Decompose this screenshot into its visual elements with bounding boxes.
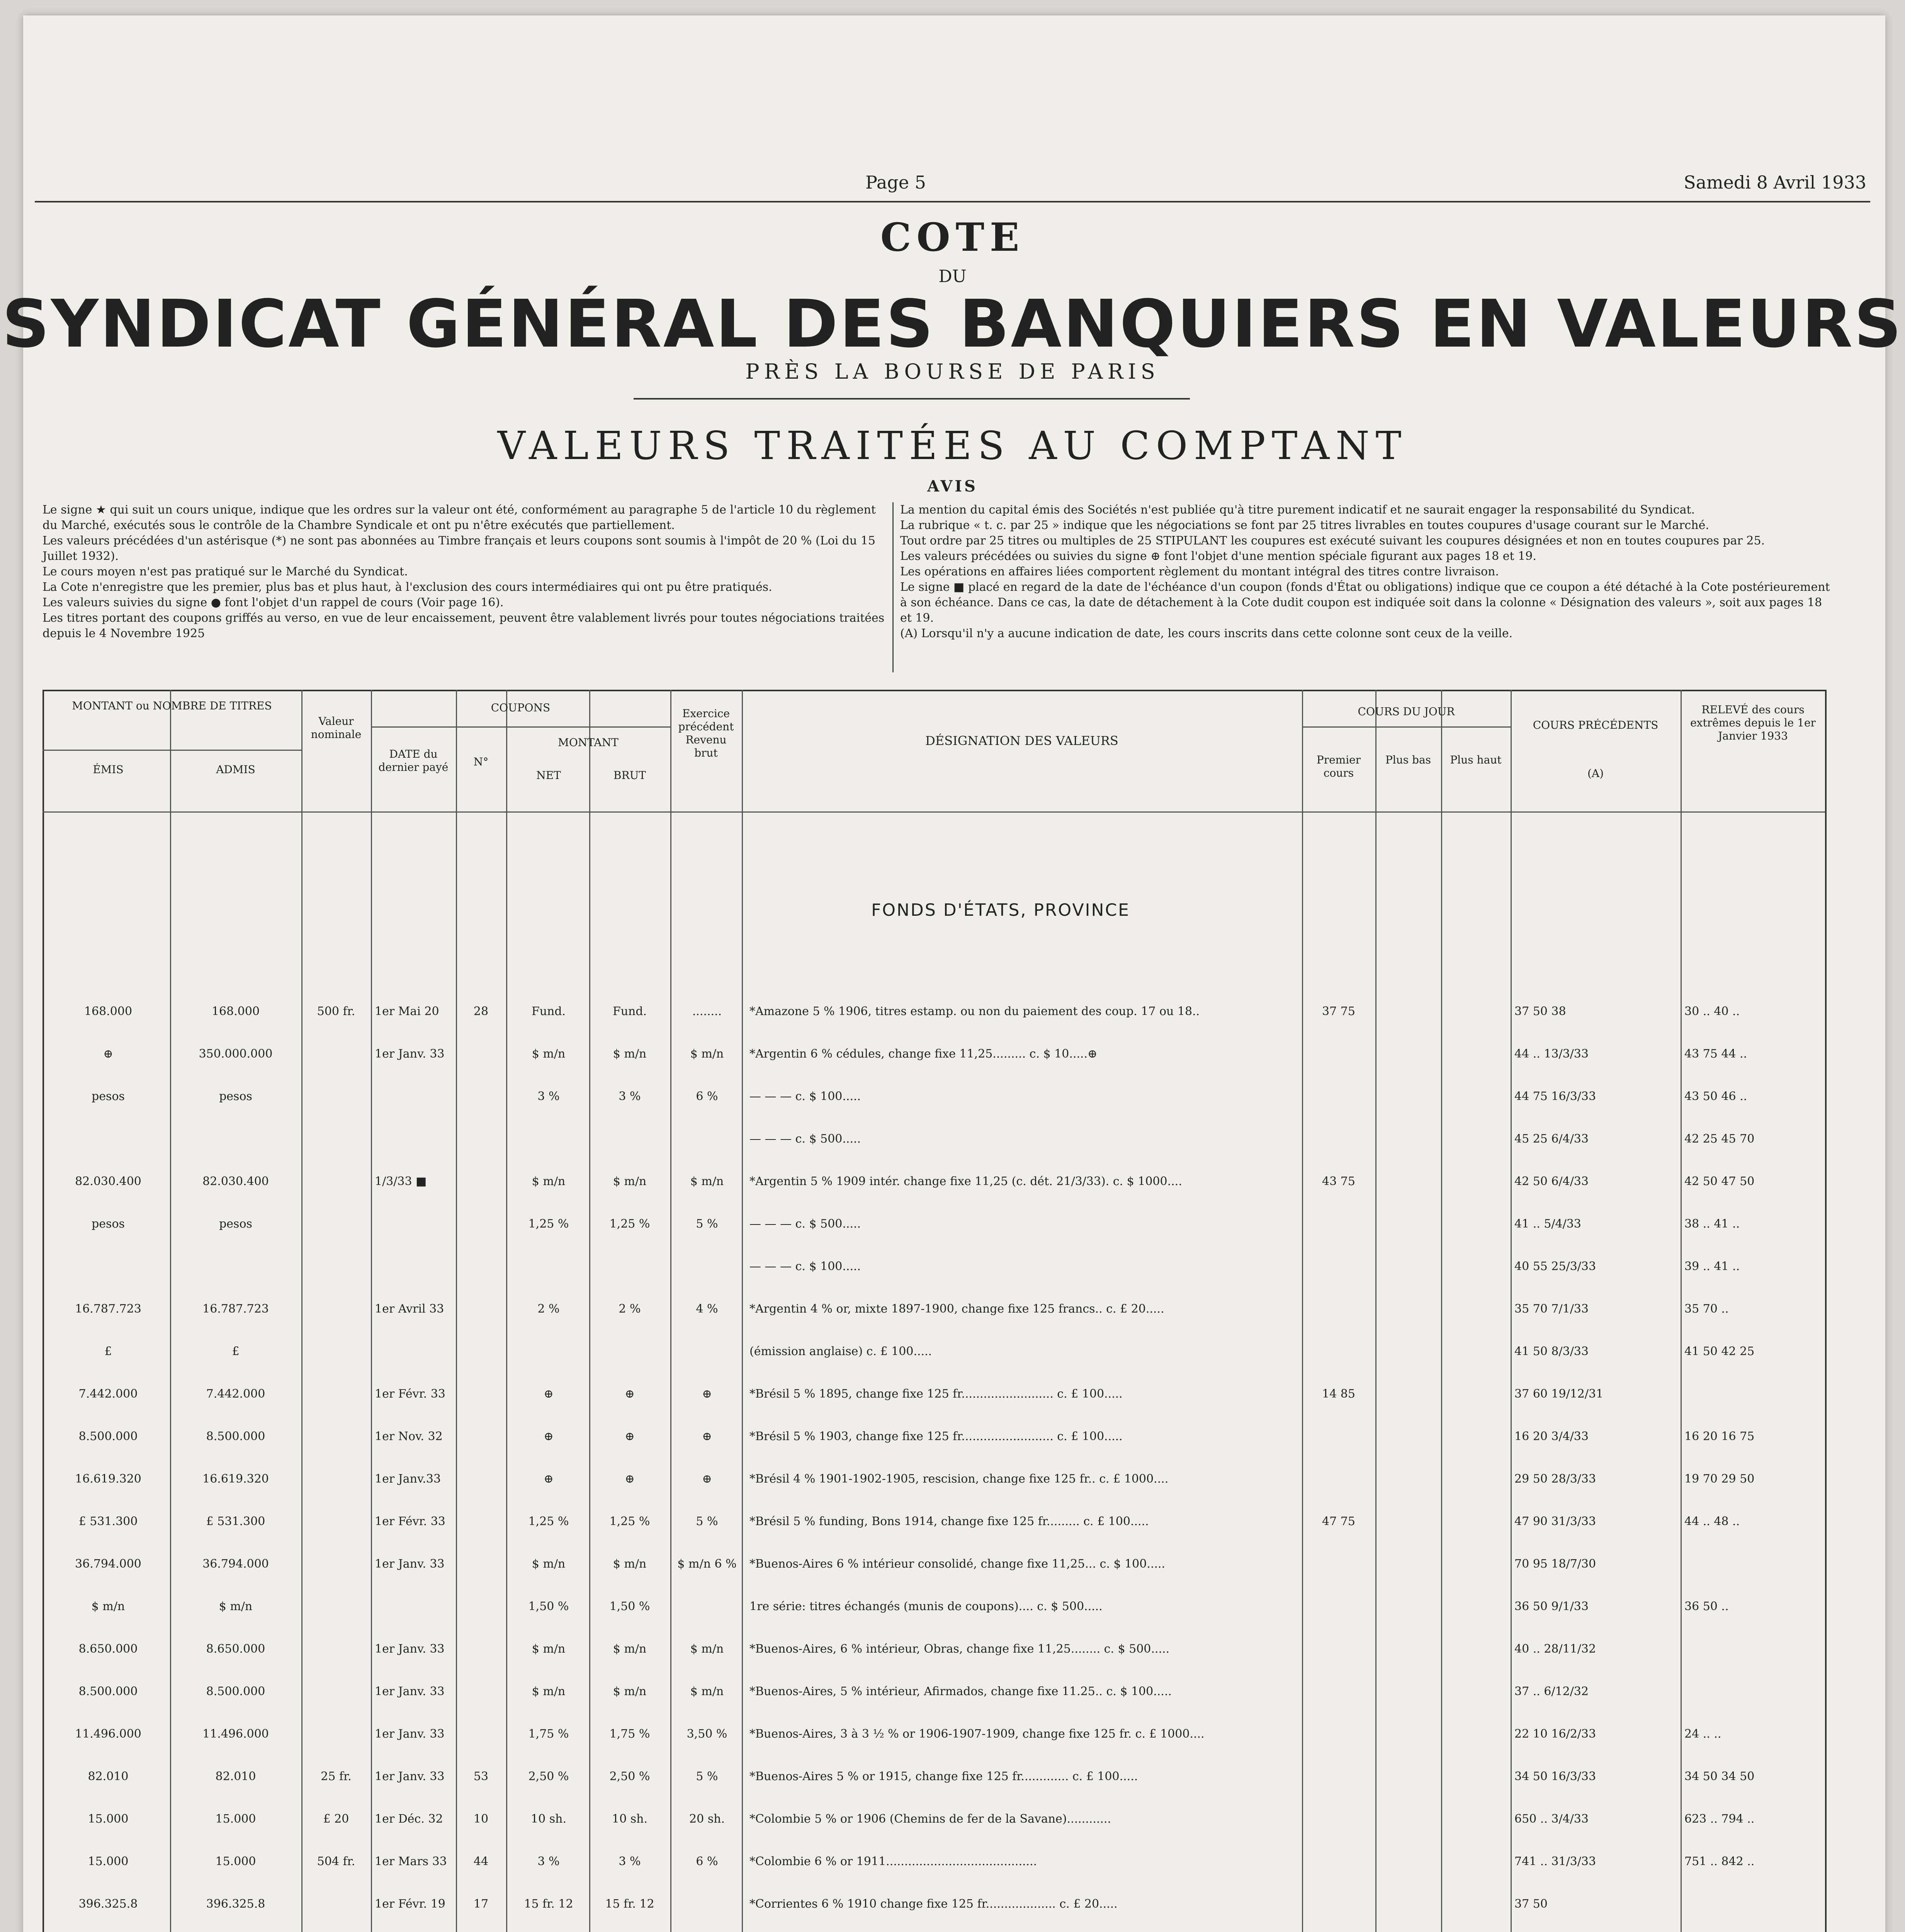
cell-prec: 40 .. 28/11/32 bbox=[1514, 1642, 1596, 1656]
cell-rel: 751 .. 842 .. bbox=[1684, 1855, 1755, 1868]
cell-emis: £ bbox=[104, 1345, 112, 1358]
cell-des: *Buenos-Aires 5 % or 1915, change fixe 125 fr............. c. £ 100..... bbox=[749, 1770, 1138, 1783]
cell-rev: 5 % bbox=[696, 1770, 718, 1783]
cell-brut: $ m/n bbox=[613, 1557, 647, 1571]
cell-net: 1,50 % bbox=[528, 1600, 569, 1613]
cell-brut: Fund. bbox=[612, 1005, 647, 1018]
cell-emis: pesos bbox=[92, 1217, 125, 1231]
cell-admis: 16.619.320 bbox=[202, 1472, 269, 1486]
cell-admis: 15.000 bbox=[215, 1812, 256, 1826]
cell-admis: £ 531.300 bbox=[206, 1515, 265, 1528]
cell-brut: ⊕ bbox=[625, 1472, 635, 1486]
cell-rel: 34 50 34 50 bbox=[1684, 1770, 1755, 1783]
cell-prec: 37 .. 6/12/32 bbox=[1514, 1685, 1589, 1698]
cell-admis: 168.000 bbox=[211, 1005, 260, 1018]
cell-brut: ⊕ bbox=[625, 1387, 635, 1401]
cell-date: 1er Févr. 33 bbox=[375, 1515, 445, 1528]
cell-nom: 500 fr. bbox=[317, 1005, 355, 1018]
cell-des: *Colombie 6 % or 1911......................................... bbox=[749, 1855, 1037, 1868]
table-row bbox=[42, 1260, 1823, 1274]
issue-date: Samedi 8 Avril 1933 bbox=[1684, 172, 1866, 193]
section-heading: VALEURS TRAITÉES AU COMPTANT bbox=[497, 423, 1408, 468]
cell-prem: 14 85 bbox=[1322, 1387, 1355, 1401]
table-row bbox=[42, 1430, 1823, 1444]
cell-brut: 10 sh. bbox=[612, 1812, 647, 1826]
cell-des: — — — c. $ 100..... bbox=[749, 1090, 861, 1103]
th-net: NET bbox=[536, 769, 561, 782]
cell-rev: 6 % bbox=[696, 1855, 718, 1868]
table-row bbox=[42, 1727, 1823, 1741]
th-coupons: COUPONS bbox=[491, 701, 551, 714]
cell-rev: $ m/n bbox=[690, 1685, 724, 1698]
header-bottom-rule bbox=[42, 811, 1825, 813]
cell-emis: 8.500.000 bbox=[78, 1685, 138, 1698]
cell-net: 1,25 % bbox=[528, 1217, 569, 1231]
cell-emis: ⊕ bbox=[103, 1047, 113, 1061]
cell-prec: 37 50 bbox=[1514, 1897, 1548, 1911]
cell-brut: 1,25 % bbox=[609, 1515, 650, 1528]
cell-emis: 15.000 bbox=[88, 1855, 129, 1868]
cell-brut: 3 % bbox=[619, 1855, 641, 1868]
cell-nom: £ 20 bbox=[323, 1812, 349, 1826]
cell-net: $ m/n bbox=[532, 1175, 566, 1188]
cell-admis: $ m/n bbox=[219, 1600, 253, 1613]
cell-net: $ m/n bbox=[532, 1685, 566, 1698]
cell-rev: 20 sh. bbox=[689, 1812, 725, 1826]
note: La mention du capital émis des Sociétés n'est publiée qu'à titre purement indicatif et ne saurait engager la responsabilité du Syndicat. bbox=[900, 503, 1695, 517]
cell-net: ⊕ bbox=[544, 1472, 554, 1486]
cell-admis: £ bbox=[232, 1345, 240, 1358]
th-emis: ÉMIS bbox=[93, 763, 124, 776]
notes-divider bbox=[892, 502, 894, 672]
cell-rel: 16 20 16 75 bbox=[1684, 1430, 1755, 1443]
cell-rel: 43 75 44 .. bbox=[1684, 1047, 1747, 1061]
cell-date: 1er Avril 33 bbox=[375, 1302, 444, 1316]
note: La Cote n'enregistre que les premier, plus bas et plus haut, à l'exclusion des cours intermédiaires qui ont pu être pratiqués. bbox=[42, 580, 772, 594]
cell-admis: pesos bbox=[219, 1090, 252, 1103]
cell-rev: $ m/n 6 % bbox=[677, 1557, 737, 1571]
cell-rel: 24 .. .. bbox=[1684, 1727, 1721, 1741]
cell-emis: 8.650.000 bbox=[78, 1642, 138, 1656]
cell-des: *Brésil 5 % 1903, change fixe 125 fr......................... c. £ 100..... bbox=[749, 1430, 1123, 1443]
cell-date: 1er Mars 33 bbox=[375, 1855, 447, 1868]
table-row bbox=[42, 1557, 1823, 1571]
cell-date: 1er Janv. 33 bbox=[375, 1727, 445, 1741]
cell-prem: 43 75 bbox=[1322, 1175, 1355, 1188]
cell-date: 1er Janv. 33 bbox=[375, 1557, 445, 1571]
table-row bbox=[42, 1217, 1823, 1231]
cell-des: — — — c. $ 500..... bbox=[749, 1132, 861, 1146]
th-montant: MONTANT ou NOMBRE DE TITRES bbox=[72, 699, 272, 712]
notes-right bbox=[900, 502, 1835, 641]
table-row bbox=[42, 1855, 1823, 1869]
cell-prec: 650 .. 3/4/33 bbox=[1514, 1812, 1589, 1826]
main-title: SYNDICAT GÉNÉRAL DES BANQUIERS EN VALEURS bbox=[2, 286, 1903, 362]
cell-prec: 16 20 3/4/33 bbox=[1514, 1430, 1589, 1443]
cell-date: 1er Févr. 33 bbox=[375, 1387, 445, 1401]
cell-net: 10 sh. bbox=[531, 1812, 566, 1826]
title-rule bbox=[634, 398, 1190, 400]
cell-des: *Brésil 4 % 1901-1902-1905, rescision, change fixe 125 fr.. c. £ 1000.... bbox=[749, 1472, 1169, 1486]
cell-admis: 82.010 bbox=[215, 1770, 256, 1783]
note: Le signe ■ placé en regard de la date de l'échéance d'un coupon (fonds d'État ou obligations) indique que ce coupon a été détaché à la Cote postérieurement à son échéance. Dans ce cas, la date de détachement à la Cote dudit coupon est indiquée soit dans la colonne « Désignation des valeurs », soit aux pages 18 et 19. bbox=[900, 580, 1830, 625]
table-row bbox=[42, 1302, 1823, 1316]
cell-rel: 30 .. 40 .. bbox=[1684, 1005, 1740, 1018]
cell-num: 53 bbox=[473, 1770, 489, 1783]
th-montant-coupon: MONTANT bbox=[558, 736, 619, 749]
cell-des: *Colombie 5 % or 1906 (Chemins de fer de la Savane)............ bbox=[749, 1812, 1111, 1826]
note: Les valeurs précédées d'un astérisque (*) ne sont pas abonnées au Timbre français et leurs coupons sont soumis à l'impôt de 20 % (Loi du 15 Juillet 1932). bbox=[42, 534, 876, 563]
cell-num: 17 bbox=[473, 1897, 489, 1911]
cell-net: 15 fr. 12 bbox=[524, 1897, 573, 1911]
cell-date: 1er Févr. 19 bbox=[375, 1897, 445, 1911]
cell-admis: 16.787.723 bbox=[202, 1302, 269, 1316]
cell-date: 1er Nov. 32 bbox=[375, 1430, 443, 1443]
cell-rel: 38 .. 41 .. bbox=[1684, 1217, 1740, 1231]
cell-prec: 741 .. 31/3/33 bbox=[1514, 1855, 1596, 1868]
cell-emis: 82.010 bbox=[88, 1770, 129, 1783]
cell-prec: 35 70 7/1/33 bbox=[1514, 1302, 1589, 1316]
note: (A) Lorsqu'il n'y a aucune indication de date, les cours inscrits dans cette colonne sont ceux de la veille. bbox=[900, 627, 1513, 640]
cell-prec: 37 50 38 bbox=[1514, 1005, 1566, 1018]
cell-brut: $ m/n bbox=[613, 1642, 647, 1656]
cell-admis: 396.325.8 bbox=[206, 1897, 265, 1911]
cell-rel: 623 .. 794 .. bbox=[1684, 1812, 1755, 1826]
th-cours-du-jour: COURS DU JOUR bbox=[1358, 705, 1455, 718]
cell-net: 1,25 % bbox=[528, 1515, 569, 1528]
cell-rev: 4 % bbox=[696, 1302, 718, 1316]
th-releve: RELEVÉ des cours extrêmes depuis le 1er Janvier 1933 bbox=[1690, 703, 1816, 742]
cell-net: ⊕ bbox=[544, 1430, 554, 1443]
cell-date: 1/3/33 ■ bbox=[375, 1175, 427, 1188]
cell-prec: 22 10 16/2/33 bbox=[1514, 1727, 1596, 1741]
cell-prec: 47 90 31/3/33 bbox=[1514, 1515, 1596, 1528]
cell-des: *Buenos-Aires 6 % intérieur consolidé, change fixe 11,25... c. $ 100..... bbox=[749, 1557, 1165, 1571]
cell-rel: 42 50 47 50 bbox=[1684, 1175, 1755, 1188]
cell-admis: 7.442.000 bbox=[206, 1387, 265, 1401]
cell-rel: 44 .. 48 .. bbox=[1684, 1515, 1740, 1528]
th-premier: Premier cours bbox=[1316, 753, 1361, 779]
cell-admis: 350.000.000 bbox=[199, 1047, 273, 1061]
cell-brut: 2 % bbox=[619, 1302, 641, 1316]
cell-emis: 168.000 bbox=[84, 1005, 133, 1018]
cell-des: *Brésil 5 % 1895, change fixe 125 fr......................... c. £ 100..... bbox=[749, 1387, 1123, 1401]
cell-emis: 8.500.000 bbox=[78, 1430, 138, 1443]
cell-prec: 70 95 18/7/30 bbox=[1514, 1557, 1596, 1571]
cell-rev: $ m/n bbox=[690, 1175, 724, 1188]
cell-rev: ........ bbox=[692, 1005, 722, 1018]
cell-rev: ⊕ bbox=[702, 1430, 712, 1443]
note: Le cours moyen n'est pas pratiqué sur le Marché du Syndicat. bbox=[42, 565, 408, 578]
header-rule-inner bbox=[1302, 726, 1511, 728]
cell-rel: 39 .. 41 .. bbox=[1684, 1260, 1740, 1273]
cell-date: 1er Déc. 32 bbox=[375, 1812, 443, 1826]
cell-des: *Brésil 5 % funding, Bons 1914, change fixe 125 fr......... c. £ 100..... bbox=[749, 1515, 1149, 1528]
cell-rev: 3,50 % bbox=[687, 1727, 727, 1741]
cell-net: $ m/n bbox=[532, 1047, 566, 1061]
cell-nom: 504 fr. bbox=[317, 1855, 355, 1868]
cell-date: 1er Janv. 33 bbox=[375, 1047, 445, 1061]
cell-des: — — — c. $ 500..... bbox=[749, 1217, 861, 1231]
cell-rel: 41 50 42 25 bbox=[1684, 1345, 1755, 1358]
cell-emis: 16.787.723 bbox=[75, 1302, 141, 1316]
cell-date: 1er Janv. 33 bbox=[375, 1642, 445, 1656]
th-plus-haut: Plus haut bbox=[1450, 753, 1502, 766]
cell-des: *Argentin 4 % or, mixte 1897-1900, change fixe 125 francs.. c. £ 20..... bbox=[749, 1302, 1164, 1316]
cell-rel: 35 70 .. bbox=[1684, 1302, 1729, 1316]
cell-net: 3 % bbox=[537, 1855, 560, 1868]
cell-brut: 3 % bbox=[619, 1090, 641, 1103]
cell-prec: 36 50 9/1/33 bbox=[1514, 1600, 1589, 1613]
cell-net: Fund. bbox=[531, 1005, 566, 1018]
table-row bbox=[42, 1515, 1823, 1529]
cell-des: *Argentin 5 % 1909 intér. change fixe 11,25 (c. dét. 21/3/33). c. $ 1000.... bbox=[749, 1175, 1182, 1188]
cell-des: *Buenos-Aires, 5 % intérieur, Afirmados, change fixe 11.25.. c. $ 100..... bbox=[749, 1685, 1172, 1698]
cell-nom: 25 fr. bbox=[321, 1770, 352, 1783]
cell-prec: 44 .. 13/3/33 bbox=[1514, 1047, 1589, 1061]
cell-date: 1er Janv.33 bbox=[375, 1472, 441, 1486]
cell-prec: 44 75 16/3/33 bbox=[1514, 1090, 1596, 1103]
cell-emis: 7.442.000 bbox=[78, 1387, 138, 1401]
note: Les opérations en affaires liées comportent règlement du montant intégral des titres contre livraison. bbox=[900, 565, 1499, 578]
cell-emis: £ 531.300 bbox=[78, 1515, 138, 1528]
cell-emis: pesos bbox=[92, 1090, 125, 1103]
note: Les valeurs précédées ou suivies du signe ⊕ font l'objet d'une mention spéciale figurant aux pages 18 et 19. bbox=[900, 549, 1536, 563]
cell-prec: 29 50 28/3/33 bbox=[1514, 1472, 1596, 1486]
cell-admis: 8.500.000 bbox=[206, 1430, 265, 1443]
th-valeur-nominale: Valeur nominale bbox=[311, 715, 362, 741]
table-row bbox=[42, 1812, 1823, 1826]
cell-date: 1er Janv. 33 bbox=[375, 1685, 445, 1698]
note: Les valeurs suivies du signe ● font l'objet d'un rappel de cours (Voir page 16). bbox=[42, 596, 504, 609]
page-number: Page 5 bbox=[865, 172, 926, 193]
cell-prem: 37 75 bbox=[1322, 1005, 1355, 1018]
cell-des: — — — c. $ 100..... bbox=[749, 1260, 861, 1273]
cell-brut: 1,25 % bbox=[609, 1217, 650, 1231]
cell-emis: 36.794.000 bbox=[75, 1557, 141, 1571]
cell-prec: 42 50 6/4/33 bbox=[1514, 1175, 1589, 1188]
cell-admis: 8.650.000 bbox=[206, 1642, 265, 1656]
cell-net: 3 % bbox=[537, 1090, 560, 1103]
th-exercice: Exercice précédent Revenu brut bbox=[678, 707, 734, 759]
note: Les titres portant des coupons griffés au verso, en vue de leur encaissement, peuvent être valablement livrés pour toutes négociations traitées depuis le 4 Novembre 1925 bbox=[42, 611, 885, 640]
cell-date: 1er Mai 20 bbox=[375, 1005, 439, 1018]
cell-net: $ m/n bbox=[532, 1642, 566, 1656]
table-row bbox=[42, 1472, 1823, 1486]
table-row bbox=[42, 1685, 1823, 1699]
th-numero: N° bbox=[473, 755, 489, 768]
cell-admis: 15.000 bbox=[215, 1855, 256, 1868]
table-row bbox=[42, 1600, 1823, 1614]
notes-left bbox=[42, 502, 889, 641]
cell-emis: 16.619.320 bbox=[75, 1472, 141, 1486]
cote-heading: COTE bbox=[880, 214, 1025, 260]
cell-num: 10 bbox=[473, 1812, 489, 1826]
cell-admis: 82.030.400 bbox=[202, 1175, 269, 1188]
cell-brut: $ m/n bbox=[613, 1685, 647, 1698]
cell-rel: 36 50 .. bbox=[1684, 1600, 1729, 1613]
table-row bbox=[42, 1387, 1823, 1401]
cell-admis: 11.496.000 bbox=[202, 1727, 269, 1741]
cell-prec: 40 55 25/3/33 bbox=[1514, 1260, 1596, 1273]
cell-brut: ⊕ bbox=[625, 1430, 635, 1443]
cell-rev: 5 % bbox=[696, 1515, 718, 1528]
cell-brut: $ m/n bbox=[613, 1047, 647, 1061]
cell-rev: $ m/n bbox=[690, 1642, 724, 1656]
cell-prem: 47 75 bbox=[1322, 1515, 1355, 1528]
note: Le signe ★ qui suit un cours unique, indique que les ordres sur la valeur ont été, conformément au paragraphe 5 de l'article 10 du règlement du Marché, exécutés sous le contrôle de la Chambre Syndicale et ont pu n'être exécutés que partiellement. bbox=[42, 503, 876, 532]
cell-des: 1re série: titres échangés (munis de coupons).... c. $ 500..... bbox=[749, 1600, 1103, 1613]
header-rule-inner bbox=[371, 726, 670, 728]
header-rule-inner bbox=[42, 750, 301, 751]
cell-des: *Corrientes 6 % 1910 change fixe 125 fr................... c. £ 20..... bbox=[749, 1897, 1118, 1911]
cell-num: 44 bbox=[473, 1855, 489, 1868]
cell-date: 1er Janv. 33 bbox=[375, 1770, 445, 1783]
th-cours-precedents: COURS PRÉCÉDENTS bbox=[1533, 719, 1659, 731]
cell-prec: 41 .. 5/4/33 bbox=[1514, 1217, 1581, 1231]
cell-net: 2,50 % bbox=[528, 1770, 569, 1783]
cell-des: *Buenos-Aires, 6 % intérieur, Obras, change fixe 11,25........ c. $ 500..... bbox=[749, 1642, 1170, 1656]
cell-des: *Amazone 5 % 1906, titres estamp. ou non du paiement des coup. 17 ou 18.. bbox=[749, 1005, 1200, 1018]
cell-emis: $ m/n bbox=[91, 1600, 125, 1613]
cell-emis: 11.496.000 bbox=[75, 1727, 141, 1741]
cell-brut: 1,50 % bbox=[609, 1600, 650, 1613]
th-date: DATE du dernier payé bbox=[378, 748, 449, 774]
cell-net: 2 % bbox=[537, 1302, 560, 1316]
cell-brut: $ m/n bbox=[613, 1175, 647, 1188]
cell-des: *Argentin 6 % cédules, change fixe 11,25......... c. $ 10.....⊕ bbox=[749, 1047, 1098, 1061]
cell-num: 28 bbox=[473, 1005, 489, 1018]
cell-net: ⊕ bbox=[544, 1387, 554, 1401]
th-designation: DÉSIGNATION DES VALEURS bbox=[925, 733, 1118, 748]
cell-rel: 43 50 46 .. bbox=[1684, 1090, 1747, 1103]
cell-prec: 45 25 6/4/33 bbox=[1514, 1132, 1589, 1146]
table-row bbox=[42, 1770, 1823, 1784]
cell-emis: 82.030.400 bbox=[75, 1175, 141, 1188]
cell-rev: 6 % bbox=[696, 1090, 718, 1103]
section-fonds-etats: FONDS D'ÉTATS, PROVINCE bbox=[871, 900, 1130, 920]
table-row bbox=[42, 1897, 1823, 1911]
cell-brut: 15 fr. 12 bbox=[605, 1897, 654, 1911]
th-plus-bas: Plus bas bbox=[1385, 753, 1431, 766]
table-row bbox=[42, 1090, 1823, 1104]
table-row bbox=[42, 1132, 1823, 1146]
cell-rel: 42 25 45 70 bbox=[1684, 1132, 1755, 1146]
cell-prec: 41 50 8/3/33 bbox=[1514, 1345, 1589, 1358]
note: La rubrique « t. c. par 25 » indique que les négociations se font par 25 titres livrables en toutes coupures d'usage courant sur le Marché. bbox=[900, 519, 1709, 532]
du-heading: DU bbox=[938, 267, 967, 286]
cell-admis: 8.500.000 bbox=[206, 1685, 265, 1698]
cell-emis: 396.325.8 bbox=[78, 1897, 138, 1911]
cell-net: 1,75 % bbox=[528, 1727, 569, 1741]
table-row bbox=[42, 1175, 1823, 1189]
cell-des: *Buenos-Aires, 3 à 3 ½ % or 1906-1907-1909, change fixe 125 fr. c. £ 1000.... bbox=[749, 1727, 1205, 1741]
cell-brut: 1,75 % bbox=[609, 1727, 650, 1741]
avis-heading: AVIS bbox=[927, 477, 978, 495]
cell-rev: ⊕ bbox=[702, 1387, 712, 1401]
table-row bbox=[42, 1642, 1823, 1656]
cell-brut: 2,50 % bbox=[609, 1770, 650, 1783]
th-brut: BRUT bbox=[613, 769, 646, 782]
table-row bbox=[42, 1005, 1823, 1019]
cell-prec: 37 60 19/12/31 bbox=[1514, 1387, 1604, 1401]
cell-rel: 19 70 29 50 bbox=[1684, 1472, 1755, 1486]
table-row bbox=[42, 1047, 1823, 1061]
cell-emis: 15.000 bbox=[88, 1812, 129, 1826]
table-row bbox=[42, 1345, 1823, 1359]
cell-net: $ m/n bbox=[532, 1557, 566, 1571]
th-admis: ADMIS bbox=[216, 763, 255, 776]
th-cours-precedents-note: (A) bbox=[1587, 767, 1604, 780]
cell-admis: 36.794.000 bbox=[202, 1557, 269, 1571]
subtitle-bourse: PRÈS LA BOURSE DE PARIS bbox=[745, 359, 1160, 384]
cell-admis: pesos bbox=[219, 1217, 252, 1231]
note: Tout ordre par 25 titres ou multiples de 25 STIPULANT les coupures est exécuté suivant les coupures désignées et non en toutes coupures par 25. bbox=[900, 534, 1765, 548]
cell-prec: 34 50 16/3/33 bbox=[1514, 1770, 1596, 1783]
cell-rev: 5 % bbox=[696, 1217, 718, 1231]
cell-rev: ⊕ bbox=[702, 1472, 712, 1486]
cell-des: (émission anglaise) c. £ 100..... bbox=[749, 1345, 932, 1358]
header-rule bbox=[35, 201, 1870, 202]
cell-rev: $ m/n bbox=[690, 1047, 724, 1061]
